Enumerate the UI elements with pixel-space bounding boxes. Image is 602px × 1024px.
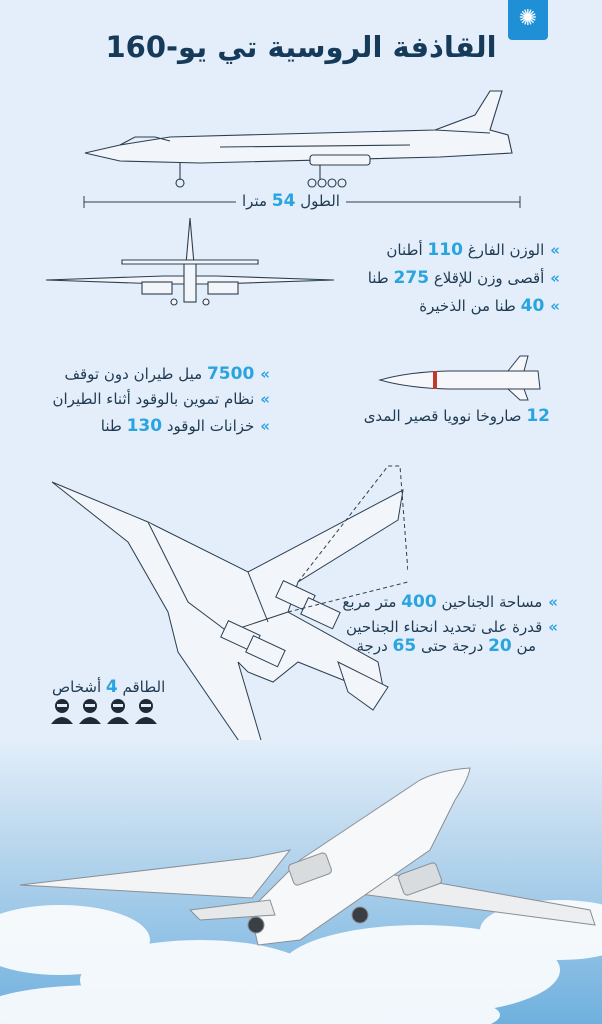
pilot-icon [107,699,129,724]
fact-range: »7500 ميل طيران دون توقف [64,364,270,384]
page-title: القاذفة الروسية تي يو-160 [105,30,497,64]
bullet-chevron-icon: » [260,417,270,435]
fact-empty-weight: »الوزن الفارغ 110 أطنان [386,240,560,260]
crew-label: الطاقم 4 أشخاص [52,677,166,697]
wings-list [342,592,558,656]
bullet-chevron-icon: » [548,618,558,636]
fact-wing-sweep: »قدرة على تحديد انحناء الجناحين [345,618,558,636]
pilot-icon [79,699,101,724]
side-view-drawing [80,85,520,195]
missiles-label: 12 صاروخا نوويا قصير المدى [363,406,550,426]
bullet-chevron-icon: » [548,593,558,611]
front-view-drawing [44,216,336,308]
fact-wing-sweep-range: من 20 درجة حتى 65 درجة [356,636,536,656]
bullet-chevron-icon: » [550,241,560,259]
bullet-chevron-icon: » [260,390,270,408]
bullet-chevron-icon: » [550,297,560,315]
aircraft-photo [0,740,602,1024]
pilot-icon [135,699,157,724]
fact-fuel-tanks: »خزانات الوقود 130 طنا [100,416,270,436]
fact-max-takeoff: »أقصى وزن للإقلاع 275 طنا [367,268,560,288]
bullet-chevron-icon: » [260,365,270,383]
fact-wing-area: »مساحة الجناحين 400 متر مربع [342,592,558,612]
al-jazeera-logo-icon: ✺ [508,0,548,40]
crew-icons [50,698,162,724]
length-label: الطول 54 مترا [236,191,346,211]
missile-drawing [378,352,546,402]
pilot-icon [51,699,73,724]
bullet-chevron-icon: » [550,269,560,287]
fact-refuel: »نظام تموين بالوقود أثناء الطيران [52,390,270,408]
fact-munitions: »40 طنا من الذخيرة [419,296,560,316]
